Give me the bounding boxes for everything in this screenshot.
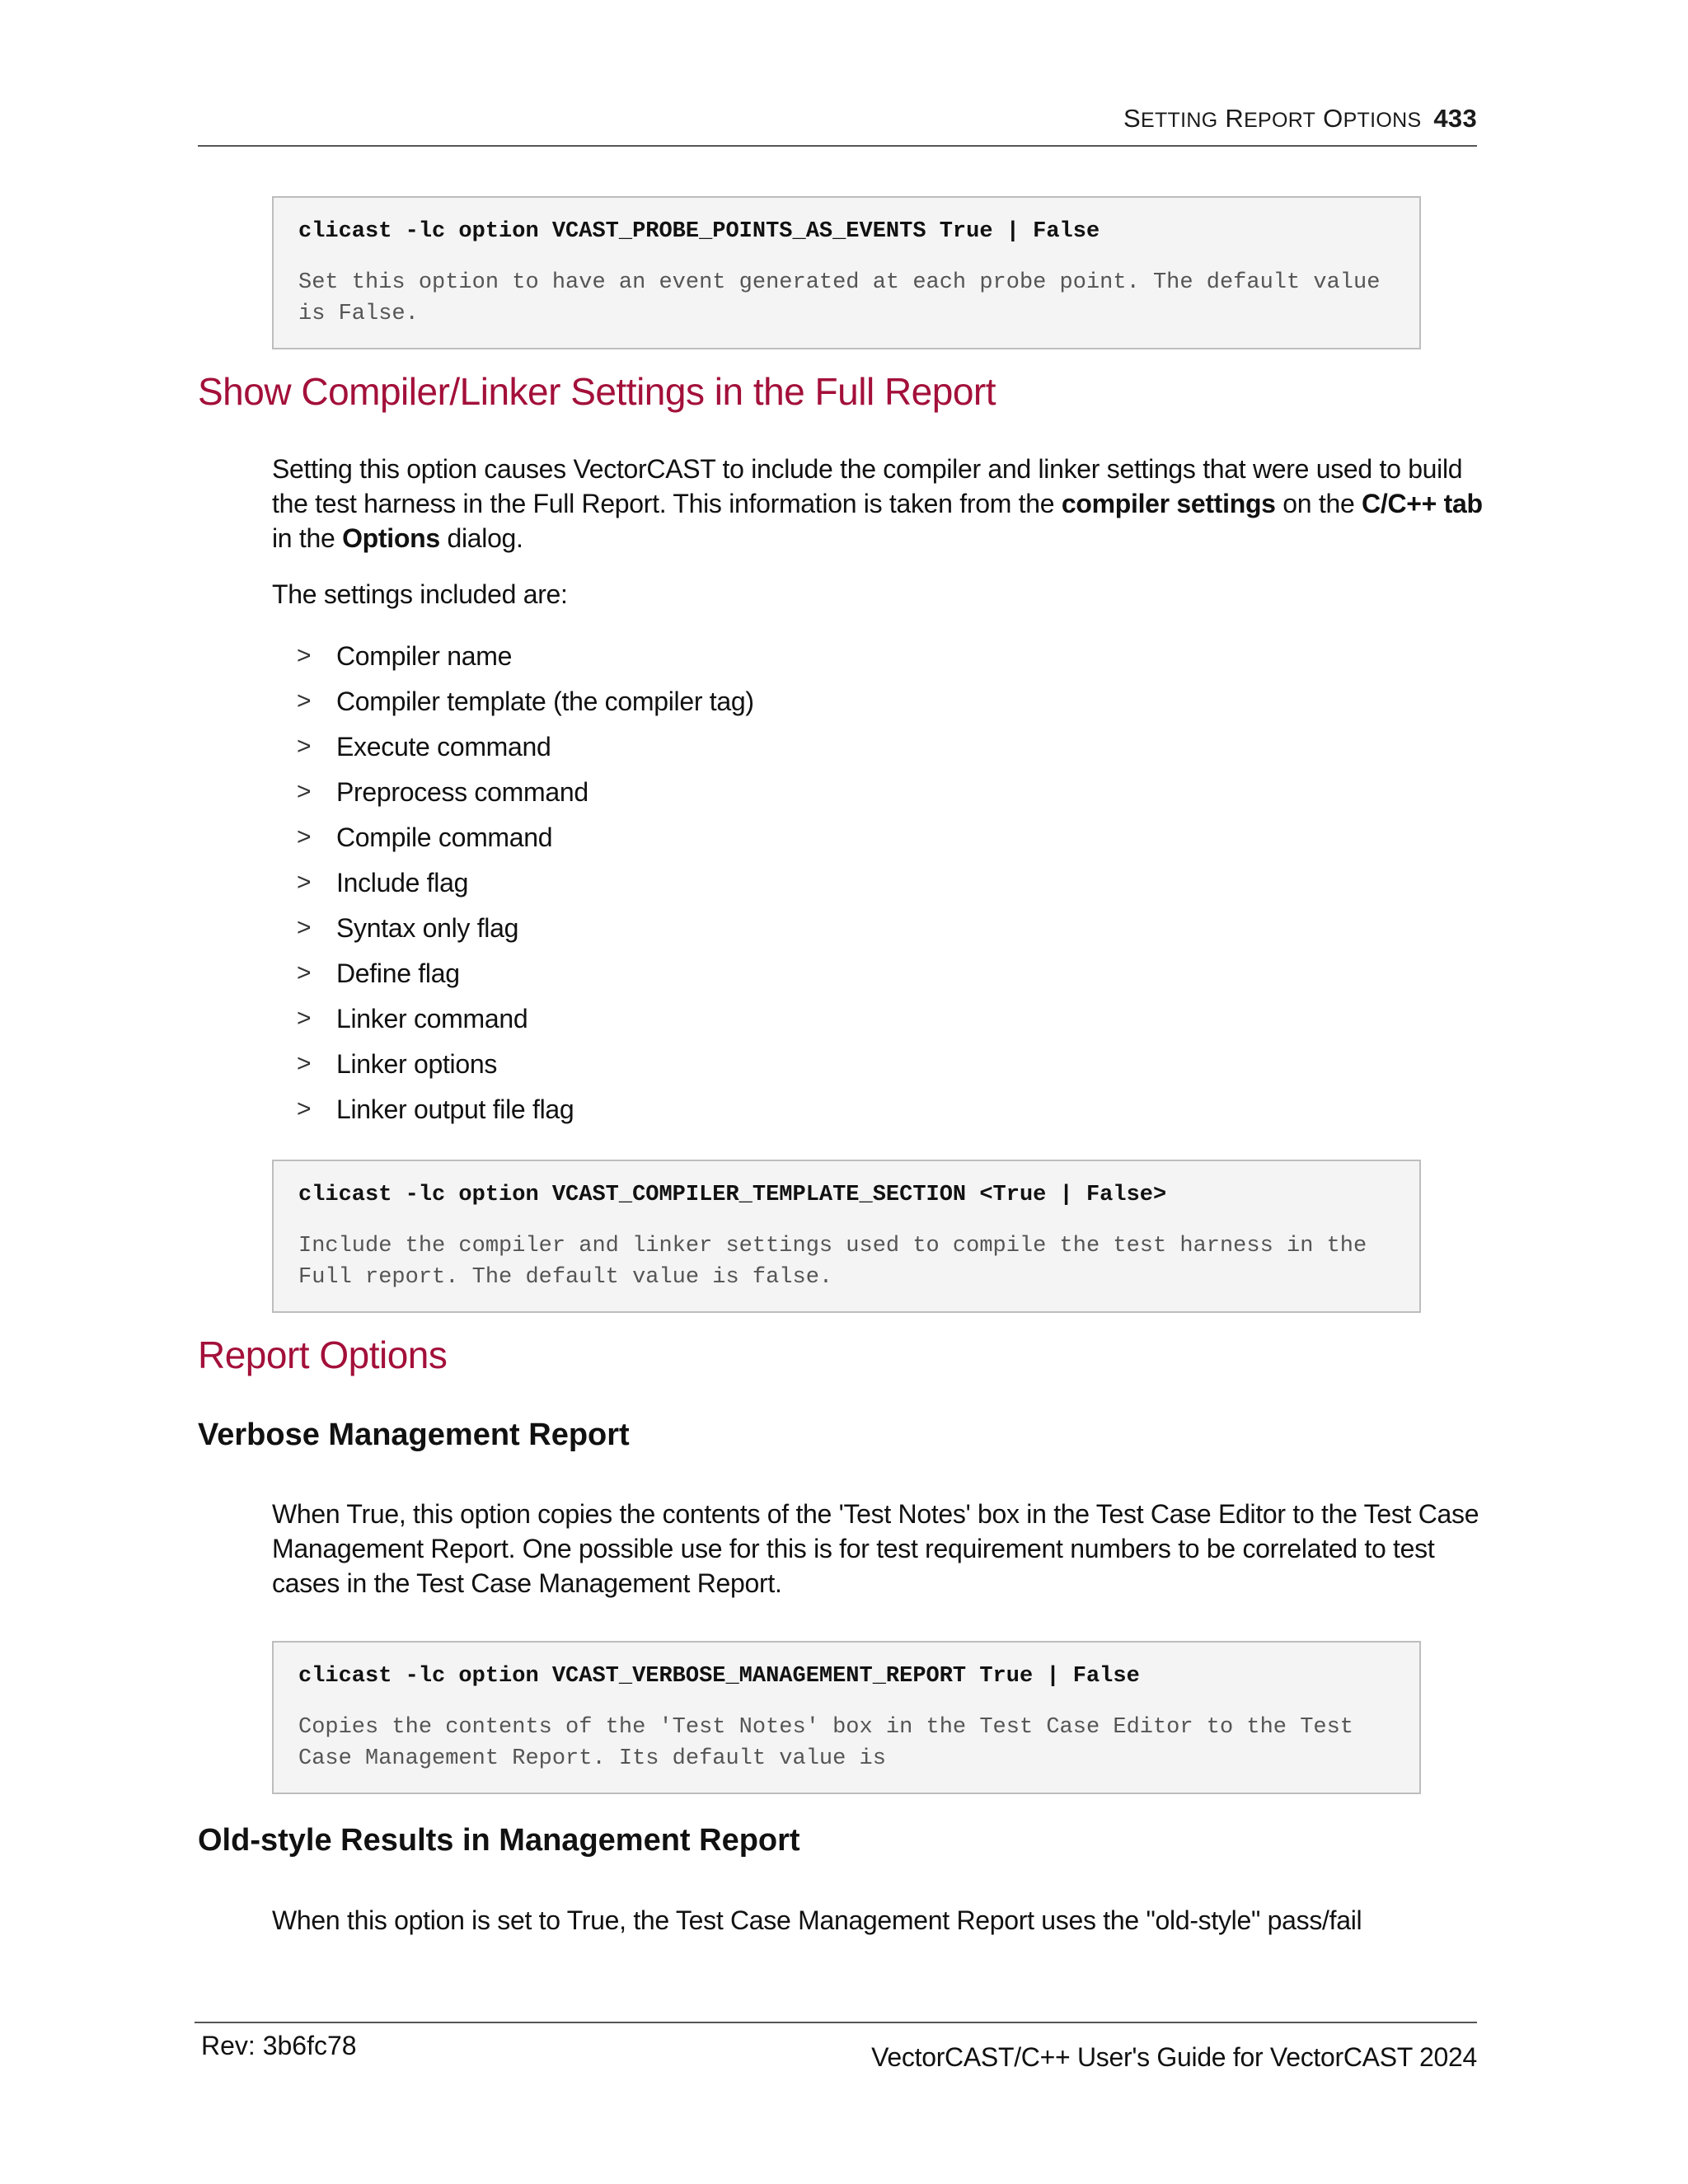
list-marker: > — [297, 778, 312, 805]
list-marker: > — [297, 959, 312, 987]
section-heading-compiler-linker: Show Compiler/Linker Settings in the Full Report — [198, 370, 996, 413]
list-item: > Preprocess command — [297, 775, 754, 820]
code-command: clicast -lc option VCAST_COMPILER_TEMPLATE_SECTION <True | False> — [298, 1183, 1167, 1207]
paragraph-old-style-results: When this option is set to True, the Test Case Management Report uses the "old-style" pass/fail — [272, 1905, 1362, 1935]
list-marker: > — [297, 1005, 312, 1032]
list-item: > Compiler name — [297, 639, 754, 684]
subheading-verbose-management: Verbose Management Report — [198, 1418, 630, 1452]
list-item: > Compile command — [297, 820, 754, 865]
footer-guide-title: VectorCAST/C++ User's Guide for VectorCAST 2024 — [871, 2042, 1477, 2072]
list-item: > Include flag — [297, 865, 754, 911]
footer-revision: Rev: 3b6fc78 — [201, 2031, 357, 2060]
list-marker: > — [297, 823, 312, 851]
header-title: SETTING REPORT OPTIONS — [1123, 104, 1422, 133]
list-item: > Linker command — [297, 1001, 754, 1047]
list-item: > Define flag — [297, 956, 754, 1001]
list-marker: > — [297, 642, 312, 669]
paragraph-verbose-management: When True, this option copies the contents of the 'Test Notes' box in the Test Case Editor to the Test Case Management Report. One possible use for this is for test requirement numbers to be correlated to test cases in the Test Case Management Report. — [272, 1499, 1479, 1598]
list-item: > Linker options — [297, 1047, 754, 1092]
list-marker: > — [297, 687, 312, 715]
paragraph-settings-included: The settings included are: — [272, 579, 568, 609]
list-marker: > — [297, 1050, 312, 1077]
code-description: Include the compiler and linker settings used to compile the test harness in the Full report. The default value is false. — [298, 1234, 1367, 1290]
code-description: Set this option to have an event generated at each probe point. The default value is False. — [298, 270, 1381, 326]
list-marker: > — [297, 869, 312, 896]
page-number: 433 — [1433, 104, 1477, 133]
footer-divider — [195, 2022, 1477, 2023]
code-command: clicast -lc option VCAST_PROBE_POINTS_AS_EVENTS True | False — [298, 219, 1100, 244]
settings-list — [297, 639, 754, 1137]
list-item: > Linker output file flag — [297, 1092, 754, 1137]
list-item: > Compiler template (the compiler tag) — [297, 684, 754, 729]
running-header — [198, 104, 1477, 134]
section-heading-report-options: Report Options — [198, 1333, 448, 1376]
list-marker: > — [297, 1095, 312, 1122]
code-block-probe-points — [272, 196, 1421, 349]
subheading-old-style-results: Old-style Results in Management Report — [198, 1823, 800, 1858]
paragraph-compiler-linker-intro: Setting this option causes VectorCAST to include the compiler and linker settings that were used to build the test harness in the Full Report. This information is taken from the compiler settings on the C/C++ tab in the Options dialog. — [272, 454, 1483, 553]
list-marker: > — [297, 733, 312, 760]
list-item: > Execute command — [297, 729, 754, 775]
code-description: Copies the contents of the 'Test Notes' box in the Test Case Editor to the Test Case Management Report. Its default value is — [298, 1715, 1354, 1771]
list-item: > Syntax only flag — [297, 911, 754, 956]
code-command: clicast -lc option VCAST_VERBOSE_MANAGEMENT_REPORT True | False — [298, 1664, 1140, 1689]
list-marker: > — [297, 914, 312, 941]
header-divider — [198, 145, 1477, 147]
code-block-verbose-management — [272, 1641, 1421, 1794]
code-block-compiler-template — [272, 1160, 1421, 1313]
